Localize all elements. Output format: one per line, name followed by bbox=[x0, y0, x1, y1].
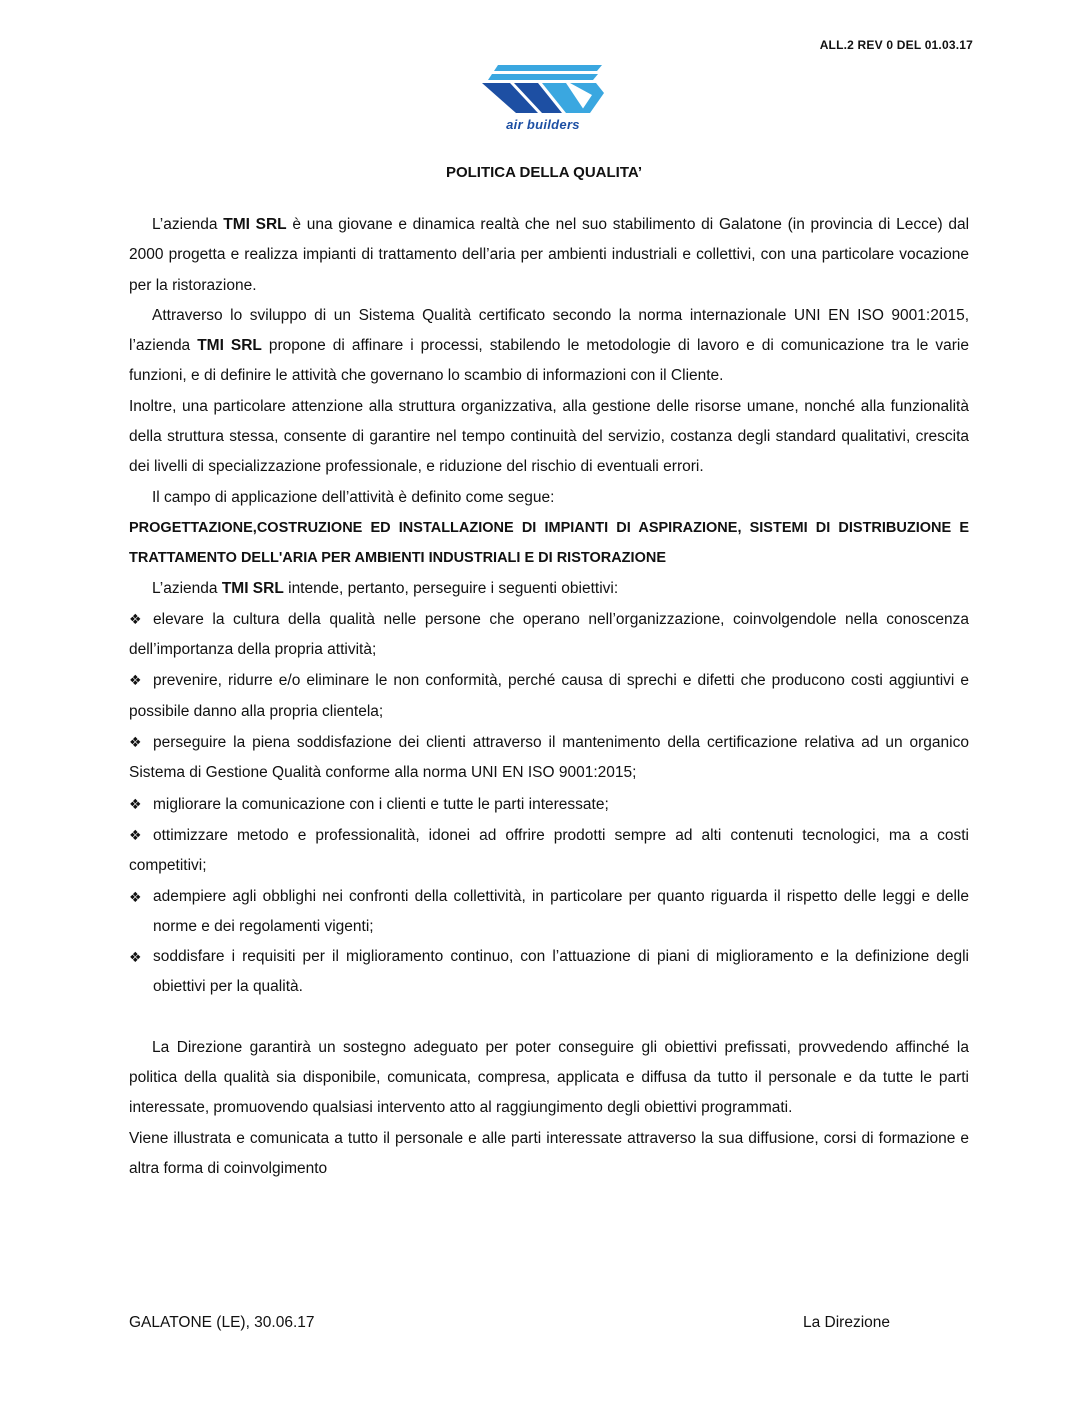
diamond-bullet-icon: ❖ bbox=[129, 734, 142, 751]
spacer bbox=[129, 1003, 969, 1033]
quality-system-paragraph bbox=[129, 301, 969, 392]
document-body bbox=[129, 210, 969, 1184]
company-logo bbox=[480, 63, 605, 133]
list-item-text: ottimizzare metodo e professionalità, idonei ad offrire prodotti sempre ad alti contenuti tecnologici, ma a costi competitivi; bbox=[129, 826, 969, 875]
logo-mark-icon bbox=[480, 63, 605, 119]
text-fragment: intende, pertanto, perseguire i seguenti obiettivi: bbox=[283, 579, 619, 597]
management-paragraph: La Direzione garantirà un sostegno adeguato per poter conseguire gli obiettivi prefissati, provvedendo affinché la politica della qualità sia disponibile, comunicata, compresa, applicata e diffusa da tutto il personale e da tutte le parti interessate, promuovendo qualsiasi intervento atto al raggiungimento degli obiettivi programmati. bbox=[129, 1038, 969, 1117]
list-item bbox=[129, 820, 969, 882]
diamond-bullet-icon: ❖ bbox=[129, 610, 142, 627]
list-item-text: adempiere agli obblighi nei confronti della collettività, in particolare per quanto riguarda il rispetto delle leggi e delle norme e dei regolamenti vigenti; bbox=[153, 887, 969, 935]
list-item-text: soddisfare i requisiti per il miglioramento continuo, con l’attuazione di piani di miglioramento e la definizione degli obiettivi per la qualità. bbox=[153, 948, 969, 996]
intro-paragraph bbox=[129, 210, 969, 301]
scope-statement: PROGETTAZIONE,COSTRUZIONE ED INSTALLAZIONE DI IMPIANTI DI ASPIRAZIONE, SISTEMI DI DISTRIBUZIONE E TRATTAMENTO DELL'ARIA PER AMBIENTI INDUSTRIALI E DI RISTORAZIONE bbox=[129, 519, 969, 567]
text-fragment: L’azienda bbox=[152, 579, 222, 597]
list-item bbox=[129, 882, 969, 943]
revision-code: ALL.2 REV 0 DEL 01.03.17 bbox=[819, 38, 973, 52]
list-item bbox=[129, 665, 969, 727]
list-item bbox=[129, 942, 969, 1003]
place-date: GALATONE (LE), 30.06.17 bbox=[129, 1314, 315, 1331]
list-item bbox=[129, 604, 969, 666]
text-fragment: è una giovane e dinamica realtà che nel suo stabilimento di Galatone (in provincia di Lecce) dal 2000 progetta e realizza impianti di trattamento dell’aria per ambienti industriali e collettivi, con una particolare vocazione per la ristorazione. bbox=[129, 216, 970, 294]
company-name: TMI SRL bbox=[221, 579, 284, 597]
company-name: TMI SRL bbox=[223, 216, 287, 233]
text-fragment: Attraverso lo sviluppo di un Sistema Qualità certificato secondo la norma internazionale UNI EN ISO 9001:2015, l’azienda bbox=[129, 306, 969, 355]
diamond-bullet-icon: ❖ bbox=[129, 672, 142, 689]
diamond-bullet-icon: ❖ bbox=[129, 795, 142, 812]
list-item-text: perseguire la piena soddisfazione dei clienti attraverso il mantenimento della certificazione relativa ad un organico Sistema di Gestione Qualità conforme alla norma UNI EN ISO 9001:2015; bbox=[129, 734, 969, 782]
objectives-intro-paragraph bbox=[129, 574, 969, 604]
objectives-list bbox=[129, 604, 969, 1003]
list-item-text: migliorare la comunicazione con i clienti e tutte le parti interessate; bbox=[153, 795, 609, 813]
diamond-bullet-icon: ❖ bbox=[129, 949, 142, 966]
diamond-bullet-icon: ❖ bbox=[129, 888, 142, 905]
scope-intro-paragraph: Il campo di applicazione dell’attività è definito come segue: bbox=[152, 488, 555, 506]
communication-paragraph: Viene illustrata e comunicata a tutto il personale e alle parti interessate attraverso la sua diffusione, corsi di formazione e altra forma di coinvolgimento bbox=[129, 1129, 969, 1177]
logo-wordmark: air builders bbox=[506, 117, 580, 132]
text-fragment: L’azienda bbox=[152, 216, 224, 233]
page-title: POLITICA DELLA QUALITA’ bbox=[445, 164, 643, 181]
company-name: TMI SRL bbox=[197, 337, 262, 355]
list-item-text: elevare la cultura della qualità nelle persone che operano nell’organizzazione, coinvolgendole nella conoscenza dell’importanza della propria attività; bbox=[129, 610, 969, 659]
list-item bbox=[129, 727, 969, 789]
organization-paragraph: Inoltre, una particolare attenzione alla struttura organizzativa, alla gestione delle risorse umane, nonché alla funzionalità della struttura stessa, consente di garantire nel tempo continuità del servizio, costanza degli standard qualitativi, crescita dei livelli di specializzazione professionale, e riduzione del rischio di eventuali errori. bbox=[129, 397, 969, 476]
diamond-bullet-icon: ❖ bbox=[129, 826, 142, 843]
signature: La Direzione bbox=[803, 1314, 891, 1331]
text-fragment: propone di affinare i processi, stabilendo le metodologie di lavoro e di comunicazione tra le varie funzioni, e di definire le attività che governano lo scambio di informazioni con il Cliente. bbox=[129, 337, 969, 385]
list-item bbox=[129, 789, 969, 820]
list-item-text: prevenire, ridurre e/o eliminare le non conformità, perché causa di sprechi e difetti che producono costi aggiuntivi e possibile danno alla propria clientela; bbox=[129, 672, 969, 720]
